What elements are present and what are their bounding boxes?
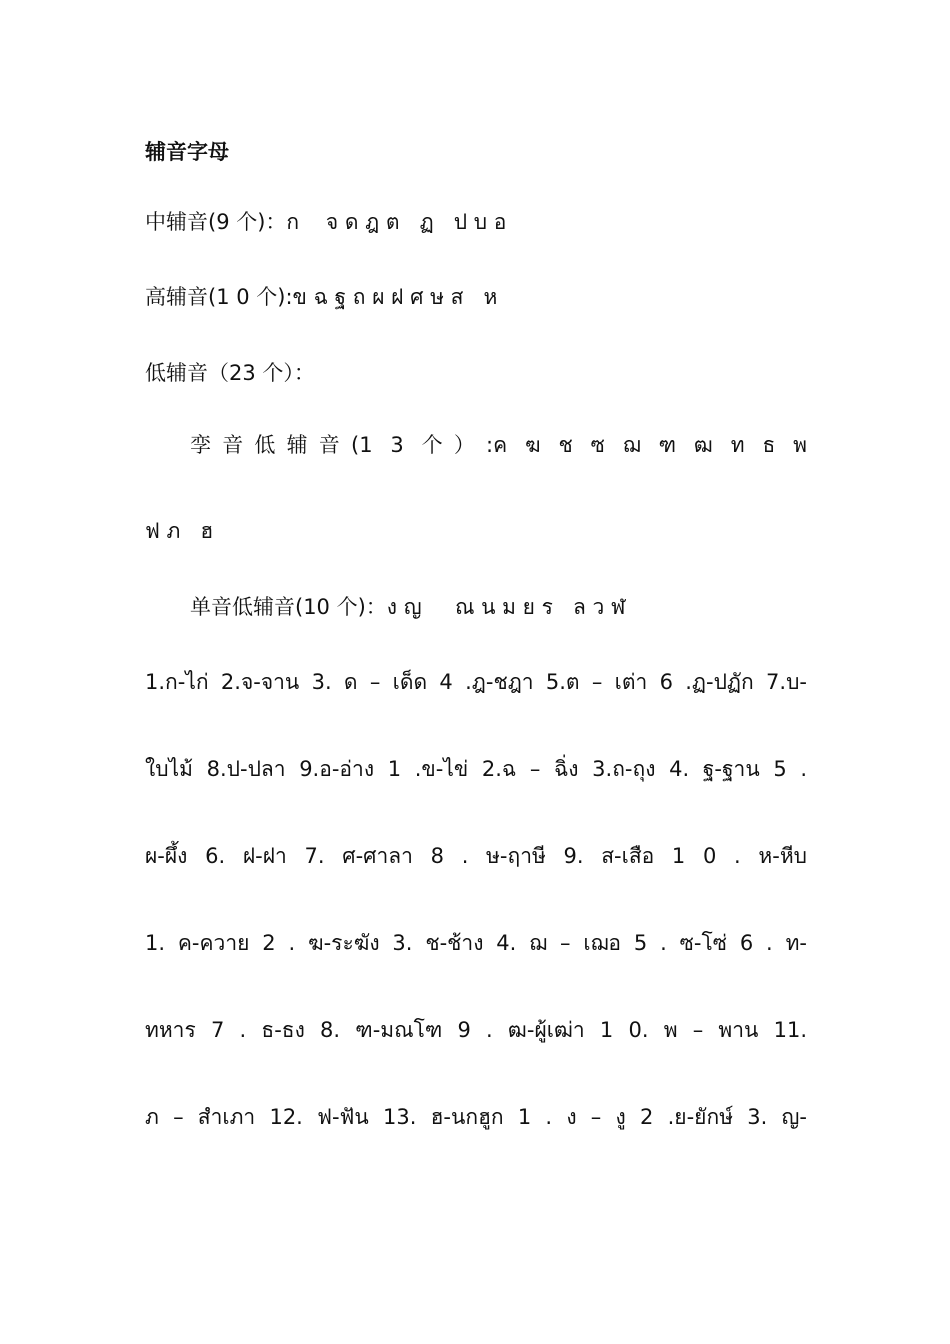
paired-low-consonants-continued: ฟ ภ ฮ	[145, 519, 214, 543]
examples-line-5: ทหาร 7 . ธ-ธง 8. ฑ-มณโฑ 9 . ฒ-ผู้เฒ่า 1 0. พ – พาน 11.	[145, 1018, 807, 1042]
mid-consonants-line: 中辅音(9 个)：ก จ ด ฎ ต ฏ ป บ อ	[145, 210, 507, 234]
low-consonants-heading: 低辅音（23 个）：	[145, 361, 315, 385]
single-low-consonants-line: 单音低辅音(10 个)：ง ญ ณ น ม ย ร ล ว ฬ	[190, 595, 626, 619]
high-consonants-line: 高辅音(1 0 个):ข ฉ ฐ ถ ผ ฝ ศ ษ ส ห	[145, 285, 498, 309]
paired-low-consonants-line: 孪音低辅音(1 3 个）:ค ฆ ช ซ ฌ ฑ ฒ ท ธ พ	[190, 433, 807, 457]
examples-line-1: 1.ก-ไก่ 2.จ-จาน 3. ด – เด็ด 4 .ฎ-ชฎา 5.ต – เต่า 6 .ฏ-ปฏัก 7.บ-	[145, 670, 807, 694]
document-title: 辅音字母	[145, 140, 229, 164]
examples-line-4: 1. ค-ควาย 2 . ฆ-ระฆัง 3. ช-ช้าง 4. ฌ – เฌอ 5 . ซ-โซ่ 6 . ท-	[145, 931, 807, 955]
examples-line-2: ใบไม้ 8.ป-ปลา 9.อ-อ่าง 1 .ข-ไข่ 2.ฉ – ฉิ่ง 3.ถ-ถุง 4. ฐ-ฐาน 5 .	[145, 757, 807, 781]
examples-line-3: ผ-ผึ้ง 6. ฝ-ฝา 7. ศ-ศาลา 8 . ษ-ฤาษี 9. ส-เสือ 1 0 . ห-หีบ	[145, 844, 807, 868]
examples-line-6: ภ – สำเภา 12. ฟ-ฟัน 13. ฮ-นกฮูก 1 . ง – งู 2 .ย-ยักษ์ 3. ญ-	[145, 1105, 807, 1129]
